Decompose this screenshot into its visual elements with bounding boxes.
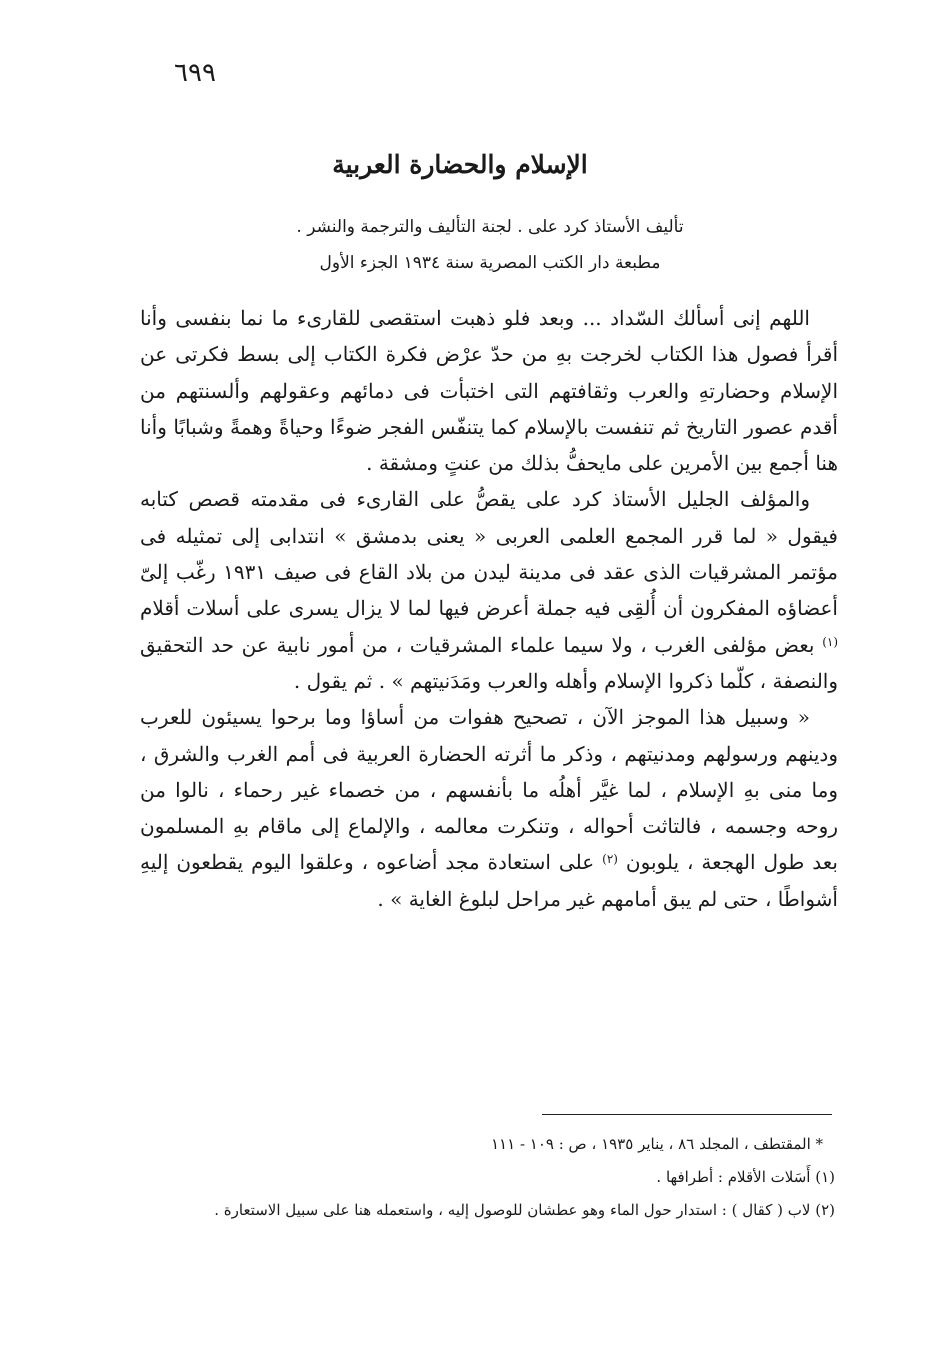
footnote-2: (٢) لاب ( كقال ) : استدار حول الماء وهو عطشان للوصول إليه ، واستعمله هنا على سبيل الاستعارة . bbox=[214, 1201, 835, 1219]
footnote-source: * المقتطف ، المجلد ٨٦ ، يناير ١٩٣٥ ، ص : ١٠٩ - ١١١ bbox=[491, 1135, 823, 1153]
paragraph-2-text-b: بعض مؤلفى الغرب ، ولا سيما علماء المشرقيات ، من أمور نابية عن حد التحقيق والنصفة ، كلّما ذكروا الإسلام وأهله والعرب ومَدَنيتهم » . ثم يقول . bbox=[140, 632, 838, 693]
paragraph-3-text-b: على استعادة مجد أضاعوه ، وعلقوا اليوم يقطعون إليهِ أشواطًا ، حتى لم يبق أمامهم غير مراحل لبلوغ الغاية » . bbox=[140, 850, 838, 911]
paragraph-1-text: اللهم إنى أسألك السّداد ... وبعد فلو ذهبت استقصى للقارىء ما نما بنفسى وأنا أقرأ فصول هذا الكتاب لخرجت بهِ من حدّ عرْض فكرة الكتاب إلى بسط فكرتى عن الإسلام وحضارتهِ والعرب وثقافتهم التى اختبأت فى دمائهم وعقولهم وألسنتهم من أقدم عصور التاريخ ثم تنفست بالإسلام كما يتنفّس الفجر ضوءًا وحياةً وهمةً وشبابًا وأنا هنا أجمع بين الأمرين على مايحفُّ بذلك من عنتٍ ومشقة . bbox=[140, 306, 838, 476]
footnote-ref-1: (١) bbox=[822, 634, 839, 649]
footnote-divider bbox=[542, 1114, 832, 1115]
paragraph-3-text-a: « وسبيل هذا الموجز الآن ، تصحيح هفوات من أساؤا وما برحوا يسيئون للعرب ودينهم ورسولهم ومدنيتهم ، وذكر ما أثرته الحضارة العربية فى أمم الغرب والشرق ، وما منى بهِ الإسلام ، لما غيَّر أهلُه ما بأنفسهم ، من خصماء غير رحماء ، نالوا من روحه وجسمه ، فالتاثت أحواله ، وتنكرت معالمه ، والإلماع إلى ماقام بهِ المسلمون بعد طول الهجعة ، يلوبون bbox=[140, 705, 838, 875]
paragraph-3 bbox=[140, 699, 838, 917]
page-number: ٦٩٩ bbox=[174, 58, 216, 88]
footnotes bbox=[130, 1128, 835, 1227]
paragraph-2-text-a: والمؤلف الجليل الأستاذ كرد على يقصُّ على القارىء فى مقدمته قصص كتابه فيقول « لما قرر المجمع العلمى العربى « يعنى بدمشق » انتدابى إلى تمثيله فى مؤتمر المشرقيات الذى عقد فى مدينة ليدن من بلاد القاع فى صيف ١٩٣١ رغّب إلىّ أعضاؤه المفكرون أن أُلقِى فيه جملة أعرض فيها لما لا يزال يسرى على أسلات أقلام bbox=[140, 487, 838, 621]
subtitle-line-2: مطبعة دار الكتب المصرية سنة ١٩٣٤ الجزء الأول bbox=[319, 253, 661, 273]
subtitle-line-1: تأليف الأستاذ كرد على . لجنة التأليف والترجمة والنشر . bbox=[296, 217, 684, 237]
article-title: الإسلام والحضارة العربية bbox=[332, 150, 588, 179]
body-text bbox=[140, 300, 838, 917]
footnote-1: (١) أَسَلات الأقلام : أطرافها . bbox=[656, 1168, 835, 1186]
footnote-ref-2: (٢) bbox=[602, 852, 618, 867]
paragraph-2 bbox=[140, 481, 838, 699]
paragraph-1 bbox=[140, 300, 838, 481]
